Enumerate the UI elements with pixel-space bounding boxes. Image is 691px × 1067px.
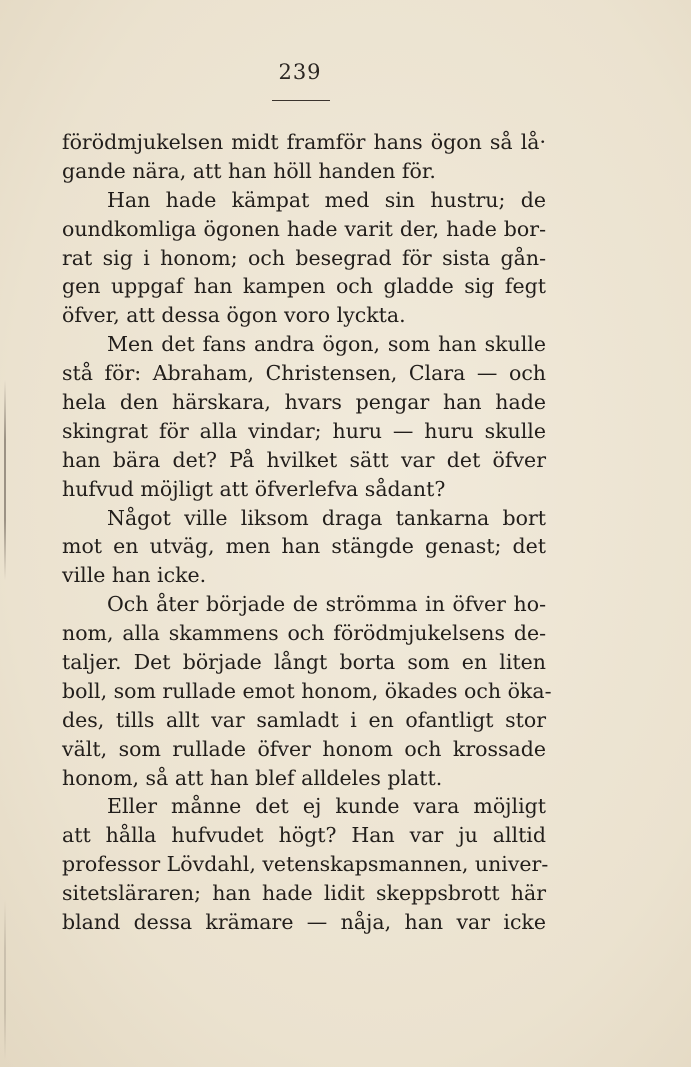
- text-line: mot en utväg, men han stängde genast; det: [62, 534, 546, 559]
- text-line: honom, så att han blef alldeles platt.: [62, 765, 443, 790]
- page-number: 239: [278, 60, 322, 84]
- text-line: bland dessa krämare — nåja, han var icke: [62, 910, 546, 935]
- header-rule: [272, 100, 330, 101]
- text-line: vält, som rullade öfver honom och krossade: [62, 736, 546, 761]
- text-line: att hålla hufvudet högt? Han var ju alltid: [62, 823, 546, 848]
- text-line: hela den härskara, hvars pengar han hade: [62, 390, 546, 415]
- text-line: förödmjukelsen midt framför hans ögon så lå·: [62, 130, 546, 154]
- text-line: sitetsläraren; han hade lidit skeppsbrott här: [62, 881, 546, 906]
- text-line: gen uppgaf han kampen och gladde sig fegt: [62, 274, 546, 299]
- text-line: Men det fans andra ögon, som han skulle: [107, 332, 546, 357]
- text-line: ville han icke.: [62, 563, 207, 588]
- text-line: gande nära, att han höll handen för.: [62, 158, 436, 183]
- text-line: Något ville liksom draga tankarna bort: [107, 505, 546, 530]
- text-line: skingrat för alla vindar; huru — huru skulle: [62, 418, 546, 443]
- text-line: oundkomliga ögonen hade varit der, hade bor-: [62, 216, 546, 241]
- text-line: Eller månne det ej kunde vara möjligt: [107, 794, 546, 819]
- text-line: des, tills allt var samladt i en ofantligt stor: [62, 707, 546, 732]
- text-line: Och åter började de strömma in öfver ho-: [107, 592, 546, 617]
- binding-shadow-lower: [4, 900, 6, 1060]
- text-line: stå för: Abraham, Christensen, Clara — och: [62, 361, 546, 386]
- binding-shadow: [4, 380, 6, 580]
- text-line: rat sig i honom; och besegrad för sista gån-: [62, 245, 546, 270]
- text-line: hufvud möjligt att öfverlefva sådant?: [62, 476, 446, 501]
- text-line: öfver, att dessa ögon voro lyckta.: [62, 303, 406, 328]
- text-line: nom, alla skammens och förödmjukelsens de-: [62, 621, 546, 646]
- text-line: taljer. Det började långt borta som en liten: [62, 650, 546, 675]
- text-line: professor Lövdahl, vetenskapsmannen, univer-: [62, 852, 549, 877]
- text-line: Han hade kämpat med sin hustru; de: [107, 187, 546, 212]
- body-text: [62, 128, 552, 937]
- text-line: han bära det? På hvilket sätt var det öfver: [62, 447, 546, 472]
- text-line: boll, som rullade emot honom, ökades och öka-: [62, 678, 552, 703]
